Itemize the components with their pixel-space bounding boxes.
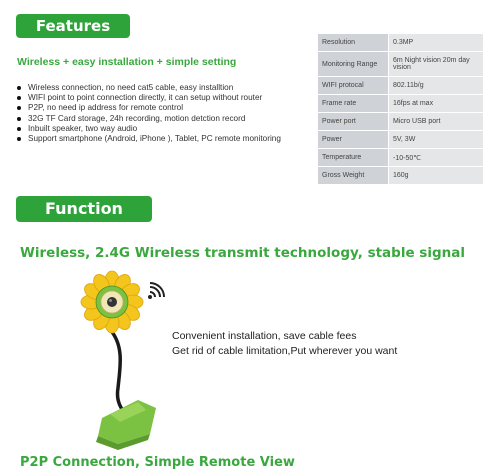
bullet-icon (17, 86, 21, 90)
spec-value: 0.3MP (389, 34, 484, 52)
features-subtitle: Wireless + easy installation + simple setting (17, 56, 237, 68)
spec-row (318, 34, 484, 52)
function-desc-line: Convenient installation, save cable fees (172, 330, 357, 342)
spec-value: 16fps at max (389, 95, 484, 113)
spec-key: Temperature (318, 149, 389, 167)
feature-text: P2P, no need ip address for remote control (28, 103, 184, 113)
spec-row (318, 167, 484, 185)
spec-row (318, 95, 484, 113)
function-subtitle: Wireless, 2.4G Wireless transmit technology, stable signal (20, 245, 465, 261)
spec-value: 6m Night vision 20m day vision (389, 52, 484, 77)
function-title-badge: Function (16, 196, 152, 222)
feature-bullet (16, 114, 281, 124)
feature-bullet (16, 134, 281, 144)
features-bullet-list (16, 83, 281, 144)
feature-bullet (16, 93, 281, 103)
spec-key: Power port (318, 113, 389, 131)
feature-text: 32G TF Card storage, 24h recording, motion detction record (28, 113, 246, 123)
spec-value: 160g (389, 167, 484, 185)
features-title-badge: Features (16, 14, 130, 38)
bullet-icon (17, 137, 21, 141)
feature-bullet (16, 83, 281, 93)
spec-row (318, 52, 484, 77)
feature-text: Support smartphone (Android, iPhone ), Tablet, PC remote monitoring (28, 134, 281, 144)
feature-bullet (16, 103, 281, 113)
spec-key: Gross Weight (318, 167, 389, 185)
wifi-signal-icon (147, 282, 167, 300)
spec-value: Micro USB port (389, 113, 484, 131)
spec-key: Frame rate (318, 95, 389, 113)
spec-table (317, 33, 484, 185)
spec-row (318, 149, 484, 167)
spec-value: 802.11b/g (389, 77, 484, 95)
feature-text: Inbuilt speaker, two way audio (28, 123, 138, 133)
spec-row (318, 77, 484, 95)
bullet-icon (17, 96, 21, 100)
function-desc-line: Get rid of cable limitation,Put wherever you want (172, 345, 398, 357)
bullet-icon (17, 106, 21, 110)
spec-value: -10-50℃ (389, 149, 484, 167)
feature-bullet (16, 124, 281, 134)
spec-row (318, 131, 484, 149)
bullet-icon (17, 117, 21, 121)
spec-key: WIFI protocal (318, 77, 389, 95)
spec-key: Monitoring Range (318, 52, 389, 77)
spec-value: 5V, 3W (389, 131, 484, 149)
bullet-icon (17, 127, 21, 131)
feature-text: Wireless connection, no need cat5 cable, easy installtion (28, 83, 234, 92)
spec-key: Resolution (318, 34, 389, 52)
feature-text: WIFI point to point connection directly, it can setup without router (28, 93, 263, 103)
spec-key: Power (318, 131, 389, 149)
p2p-heading: P2P Connection, Simple Remote View (20, 455, 295, 470)
spec-row (318, 113, 484, 131)
